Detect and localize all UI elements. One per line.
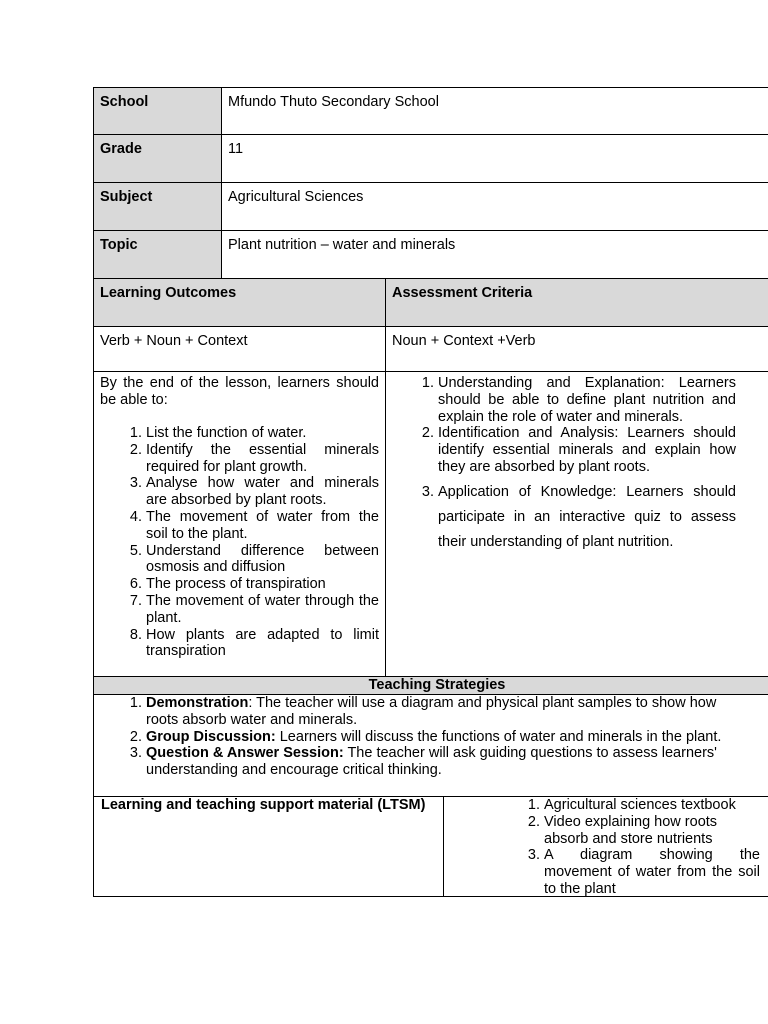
list-item: [146, 695, 720, 729]
grade-label-cell: [93, 134, 222, 183]
strategy-title: Group Discussion:: [146, 728, 276, 745]
assessment-criteria-cell: [385, 371, 768, 677]
grade-value: 11: [228, 141, 244, 157]
list-item: 4. The movement of water from the soil to the plant.: [146, 509, 379, 543]
ltsm-label: Learning and teaching support material (LTSM): [101, 797, 426, 813]
assessment-formula-cell: [385, 326, 768, 372]
strategy-text: The teacher will ask guiding questions to assess learners' understanding and encourage critical thinking.: [146, 745, 717, 779]
list-item: 3. A diagram showing the movement of water from the soil to the plant: [544, 847, 760, 897]
outcomes-formula: Verb + Noun + Context: [100, 333, 248, 349]
outcomes-list: [100, 425, 379, 660]
school-label: School: [100, 94, 149, 110]
list-item: 2. Video explaining how roots absorb and store nutrients: [544, 814, 760, 848]
school-value: Mfundo Thuto Secondary School: [228, 94, 439, 110]
strategy-title: Demonstration: [146, 695, 249, 711]
assessment-criteria-header-cell: [385, 278, 768, 327]
list-item: 8. How plants are adapted to limit transpiration: [146, 627, 379, 661]
grade-label: Grade: [100, 141, 142, 157]
teaching-strategies-cell: [93, 694, 768, 797]
ltsm-list: [450, 797, 760, 897]
ltsm-materials-cell: [443, 796, 768, 897]
list-item: 3. Application of Knowledge: Learners should participate in an interactive quiz to assess their understanding of plant nutrition.: [438, 480, 736, 555]
subject-value: Agricultural Sciences: [228, 189, 364, 205]
topic-value: Plant nutrition – water and minerals: [228, 237, 456, 253]
list-item: 1. List the function of water.: [146, 425, 379, 442]
topic-label-cell: [93, 230, 222, 279]
grade-value-cell: [221, 134, 768, 183]
school-label-cell: [93, 87, 222, 135]
strategies-list: [100, 695, 720, 779]
topic-label: Topic: [100, 237, 138, 253]
strategy-sep: :: [248, 695, 253, 711]
list-item: 6. The process of transpiration: [146, 576, 379, 593]
list-item: 1. Understanding and Explanation: Learners should be able to define plant nutrition and explain the role of water and minerals.: [438, 375, 736, 425]
subject-label: Subject: [100, 189, 153, 205]
list-item: [146, 729, 720, 746]
learning-outcomes-header: Learning Outcomes: [100, 285, 237, 301]
list-item: 2. Identification and Analysis: Learners should identify essential minerals and explain how they are absorbed by plant roots.: [438, 425, 736, 475]
learning-outcomes-header-cell: [93, 278, 386, 327]
list-item: 5. Understand difference between osmosis and diffusion: [146, 543, 379, 577]
teaching-strategies-header-cell: [93, 676, 768, 695]
subject-value-cell: [221, 182, 768, 231]
ltsm-label-cell: [93, 796, 444, 897]
topic-value-cell: [221, 230, 768, 279]
subject-label-cell: [93, 182, 222, 231]
teaching-strategies-header: Teaching Strategies: [368, 677, 506, 693]
list-item: 7. The movement of water through the plant.: [146, 593, 379, 627]
list-item: 2. Identify the essential minerals required for plant growth.: [146, 442, 379, 476]
school-value-cell: [221, 87, 768, 135]
list-item: [146, 745, 720, 779]
assessment-list: [392, 375, 736, 555]
assessment-formula: Noun + Context +Verb: [392, 333, 536, 349]
outcomes-formula-cell: [93, 326, 386, 372]
list-item: 3. Analyse how water and minerals are absorbed by plant roots.: [146, 475, 379, 509]
strategy-text: Learners will discuss the functions of water and minerals in the plant.: [275, 728, 722, 745]
assessment-criteria-header: Assessment Criteria: [392, 285, 533, 301]
outcomes-intro: By the end of the lesson, learners should be able to:: [100, 375, 379, 408]
strategy-title: Question & Answer Session:: [146, 745, 344, 762]
list-item: 1. Agricultural sciences textbook: [544, 797, 760, 814]
strategy-text: The teacher will use a diagram and physical plant samples to show how roots absorb water and minerals.: [146, 695, 717, 728]
learning-outcomes-cell: [93, 371, 386, 677]
